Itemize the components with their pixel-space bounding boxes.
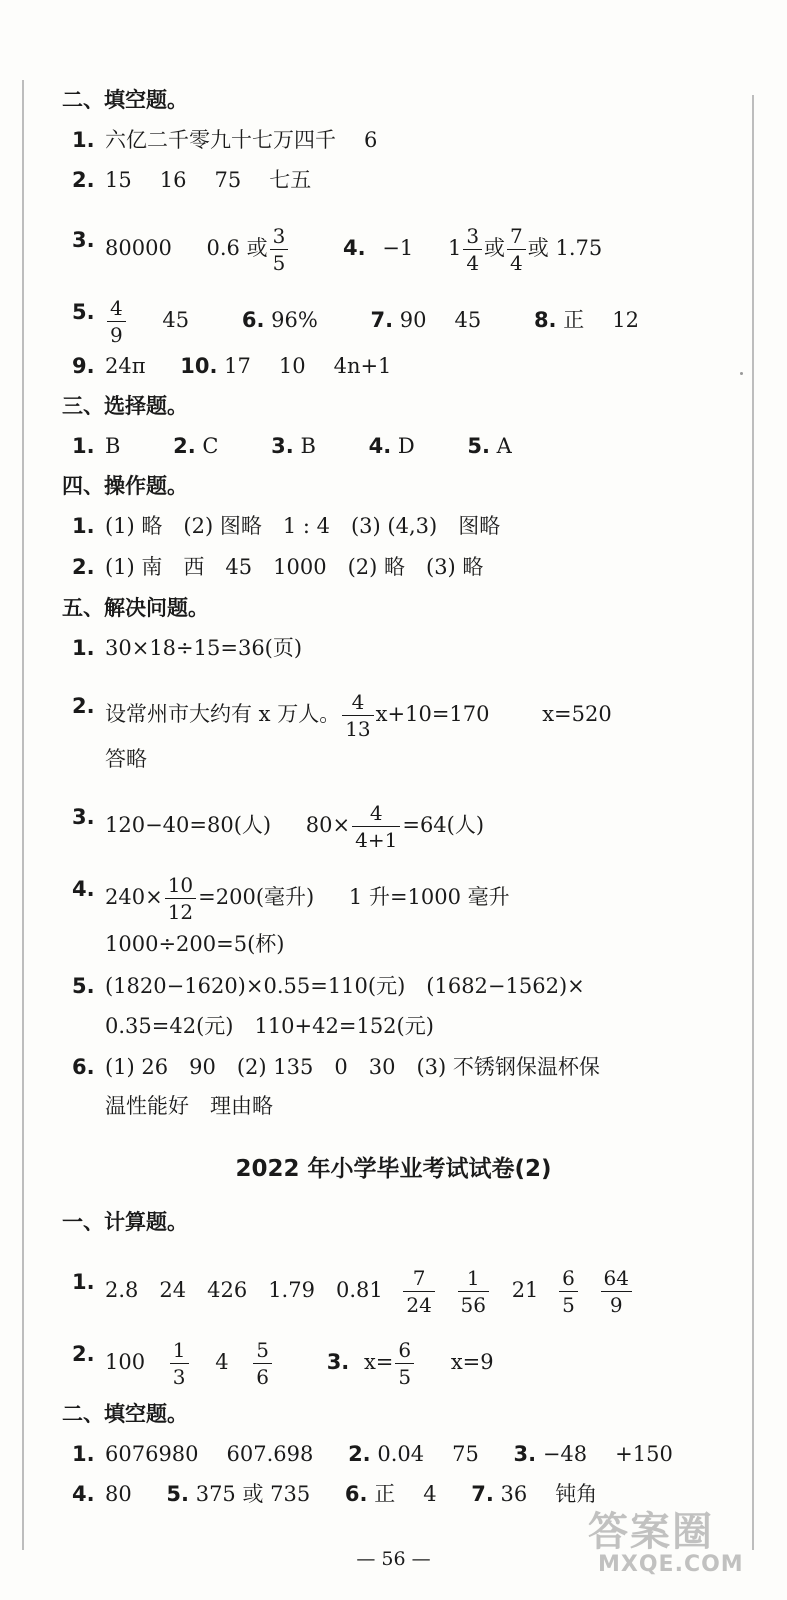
calc-q2-q3: 2. 100 $\frac{1}{3}$ 4 $\frac{5}{6}$ 3. x= $\frac{6}{5}$ x=9 [72,1338,494,1389]
ops-q2: 2. (1) 南 西 45 1000 (2) 略 (3) 略 [72,555,484,579]
exam-title: 2022 年小学毕业考试试卷(2) [235,1156,552,1182]
fill2-q1-q3: 1. 6076980 607.698 2. 0.04 75 3. −48 +150 [72,1442,673,1466]
fill-q5-q8: 5. $\frac{4}{9}$ 45 6. 96% 7. 90 45 8. 正 12 [72,296,639,347]
fill-q9-q10: 9. 24π 10. 17 10 4n+1 [72,354,392,378]
choice-answers: 1. B 2. C 3. B 4. D 5. A [72,434,512,458]
fraction: $\frac{3}{4}$ [463,226,482,273]
fill-q3-q4: 3. 80000 0.6 或 $\frac{3}{5}$ 4. −1 1 $\frac{3}{4}$ 或 $\frac{7}{4}$ 或 1.75 [72,224,603,275]
fraction: $\frac{64}{9}$ [601,1268,632,1315]
fraction: $\frac{4}{9}$ [107,298,126,345]
speck [740,372,743,375]
fraction: $\frac{7}{24}$ [403,1268,434,1315]
watermark-logo: 答案圈 [588,1509,714,1555]
section-heading-operation: 四、操作题。 [62,474,188,498]
fill2-q4-q7: 4. 80 5. 375 或 735 6. 正 4 7. 36 钝角 [72,1482,598,1506]
solve-q2: 2. 设常州市大约有 x 万人。 $\frac{4}{13}$ x+10=170 x=520 [72,690,612,741]
section-heading-fill-2: 二、填空题。 [62,1402,188,1426]
solve-q5-line2: 0.35=42(元) 110+42=152(元) [105,1014,434,1038]
fraction: $\frac{4}{4+1}$ [352,803,400,850]
fraction: $\frac{10}{12}$ [165,875,196,922]
solve-q1: 1. 30×18÷15=36(页) [72,636,303,660]
left-margin-rule [22,80,24,1550]
solve-q2-line2: 答略 [105,747,147,771]
fraction: $\frac{1}{56}$ [458,1268,489,1315]
solve-q6-line2: 温性能好 理由略 [105,1094,273,1118]
ops-q1: 1. (1) 略 (2) 图略 1 : 4 (3) (4,3) 图略 [72,514,501,538]
page-number: — 56 — [356,1548,431,1570]
right-margin-rule [752,95,754,1550]
section-heading-calc: 一、计算题。 [62,1210,188,1234]
fraction: $\frac{6}{5}$ [559,1268,578,1315]
watermark-url: MXQE.COM [598,1552,744,1577]
fraction: $\frac{1}{3}$ [170,1340,189,1387]
fill-q1: 1. 六亿二千零九十七万四千 6 [72,128,378,152]
fraction: $\frac{3}{5}$ [270,226,289,273]
solve-q4-line2: 1000÷200=5(杯) [105,932,285,956]
fraction: $\frac{7}{4}$ [507,226,526,273]
solve-q3: 3. 120−40=80(人) 80× $\frac{4}{4+1}$ =64(人) [72,801,485,852]
fraction: $\frac{4}{13}$ [342,692,373,739]
fraction: $\frac{6}{5}$ [395,1340,414,1387]
section-heading-solve: 五、解决问题。 [62,596,209,620]
solve-q5: 5. (1820−1620)×0.55=110(元) (1682−1562)× [72,974,585,998]
solve-q6: 6. (1) 26 90 (2) 135 0 30 (3) 不锈钢保温杯保 [72,1055,600,1079]
solve-q4: 4. 240× $\frac{10}{12}$ =200(毫升) 1 升=1000 毫升 [72,873,510,924]
section-heading-fill: 二、填空题。 [62,88,188,112]
fill-q2: 2. 15 16 75 七五 [72,168,312,192]
section-heading-choice: 三、选择题。 [62,394,188,418]
calc-q1: 1. 2.8 24 426 1.79 0.81 $\frac{7}{24}$ $\frac{1}{56}$ 21 $\frac{6}{5}$ $\frac{64}{9}$ [105,1268,634,1315]
fraction: $\frac{5}{6}$ [253,1340,272,1387]
